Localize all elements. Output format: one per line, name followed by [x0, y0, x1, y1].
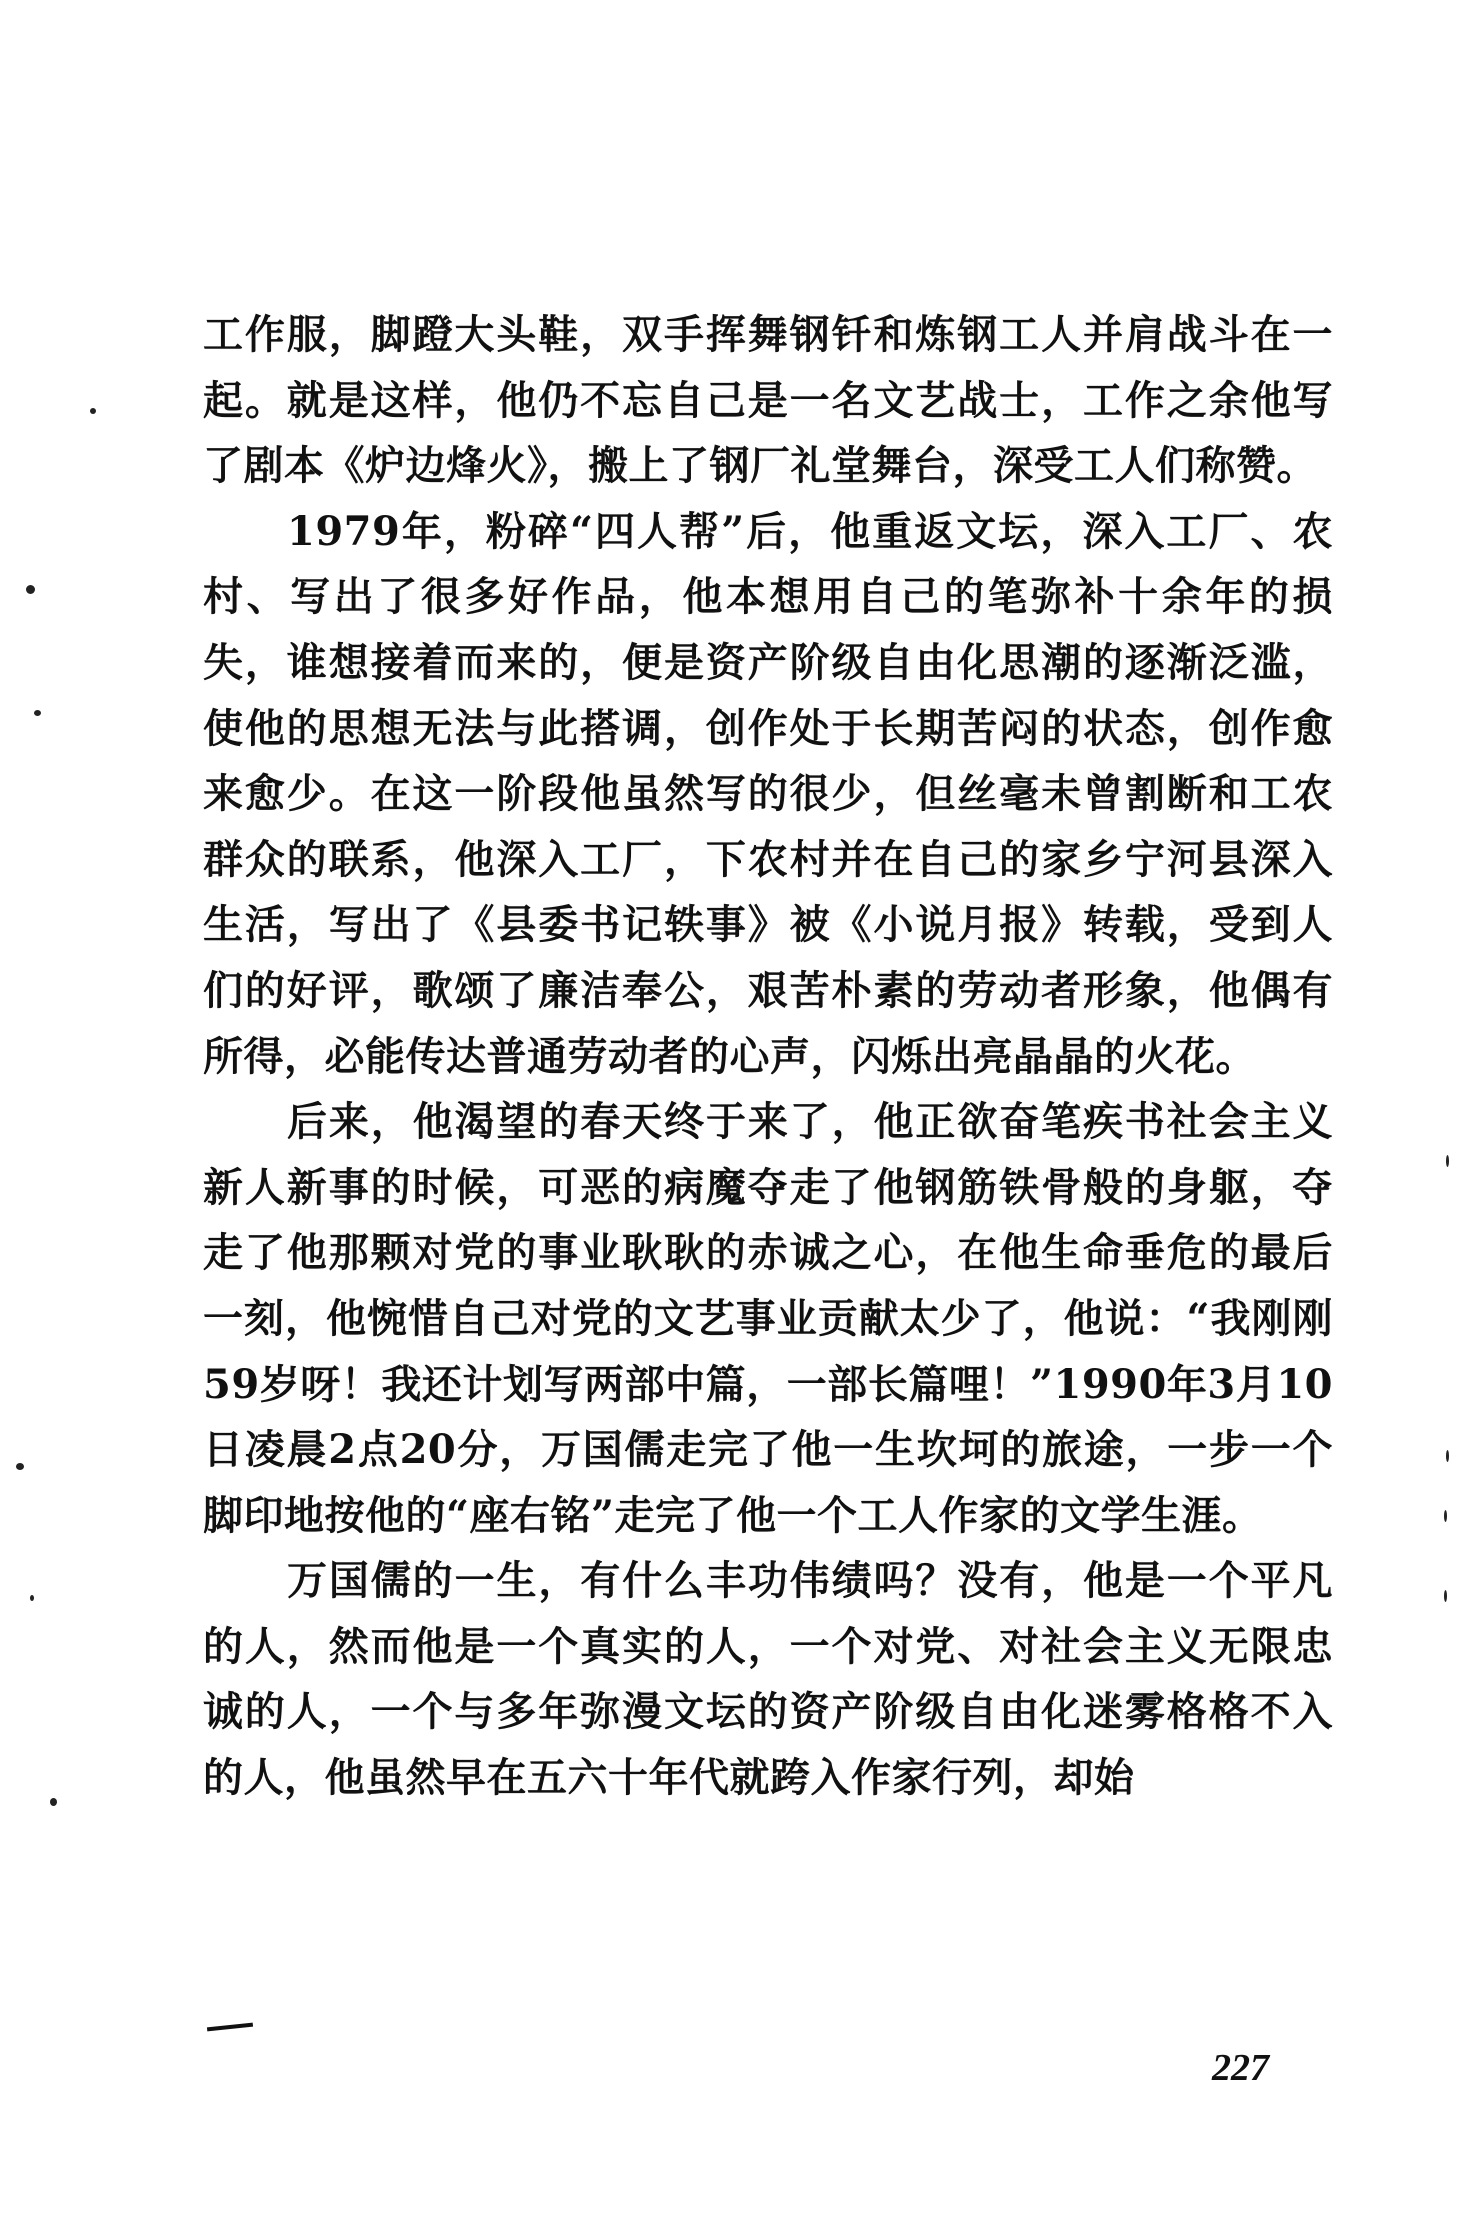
page-number: 227: [1212, 2047, 1269, 2089]
scan-speck: [50, 1798, 57, 1806]
paragraph-2: 1979年，粉碎“四人帮”后，他重返文坛，深入工厂、农村、写出了很多好作品，他本想用自己的笔弥补十余年的损失，谁想接着而来的，便是资产阶级自由化思潮的逐渐泛滥，使他的思想无法与此搭调，创作处于长期苦闷的状态，创作愈来愈少。在这一阶段他虽然写的很少，但丝毫未曾割断和工农群众的联系，他深入工厂，下农村并在自己的家乡宁河县深入生活，写出了《县委书记轶事》被《小说月报》转载，受到人们的好评，歌颂了廉洁奉公，艰苦朴素的劳动者形象，他偶有所得，必能传达普通劳动者的心声，闪烁出亮晶晶的火花。: [203, 507, 1333, 1080]
footnote-dash-mark: [207, 2023, 253, 2032]
scan-speck: [1446, 1450, 1449, 1462]
scan-speck: [1446, 1155, 1449, 1167]
paragraph-3: 后来，他渴望的春天终于来了，他正欲奋笔疾书社会主义新人新事的时候，可恶的病魔夺走了他钢筋铁骨般的身躯，夺走了他那颗对党的事业耿耿的赤诚之心，在他生命垂危的最后一刻，他惋惜自己对党的文艺事业贡献太少了，他说：“我刚刚59岁呀！我还计划写两部中篇，一部长篇哩！”1990年3月10日凌晨2点20分，万国儒走完了他一生坎坷的旅途，一步一个脚印地按他的“座右铭”走完了他一个工人作家的文学生涯。: [203, 1098, 1333, 1539]
paragraph-1: 工作服，脚蹬大头鞋，双手挥舞钢钎和炼钢工人并肩战斗在一起。就是这样，他仍不忘自己是一名文艺战士，工作之余他写了剧本《炉边烽火》，搬上了钢厂礼堂舞台，深受工人们称赞。: [203, 311, 1333, 490]
scan-speck: [1444, 1510, 1447, 1522]
scan-speck: [26, 585, 35, 594]
paragraph-4: 万国儒的一生，有什么丰功伟绩吗？没有，他是一个平凡的人，然而他是一个真实的人，一个对党、对社会主义无限忠诚的人，一个与多年弥漫文坛的资产阶级自由化迷雾格格不入的人，他虽然早在五六十年代就跨入作家行列，却始: [203, 1557, 1333, 1802]
scan-speck: [16, 1463, 24, 1470]
body-text: [203, 302, 1333, 1811]
scan-speck: [90, 408, 96, 414]
scan-speck: [1444, 1590, 1447, 1602]
scan-speck: [30, 1595, 34, 1601]
scan-speck: [34, 710, 41, 716]
